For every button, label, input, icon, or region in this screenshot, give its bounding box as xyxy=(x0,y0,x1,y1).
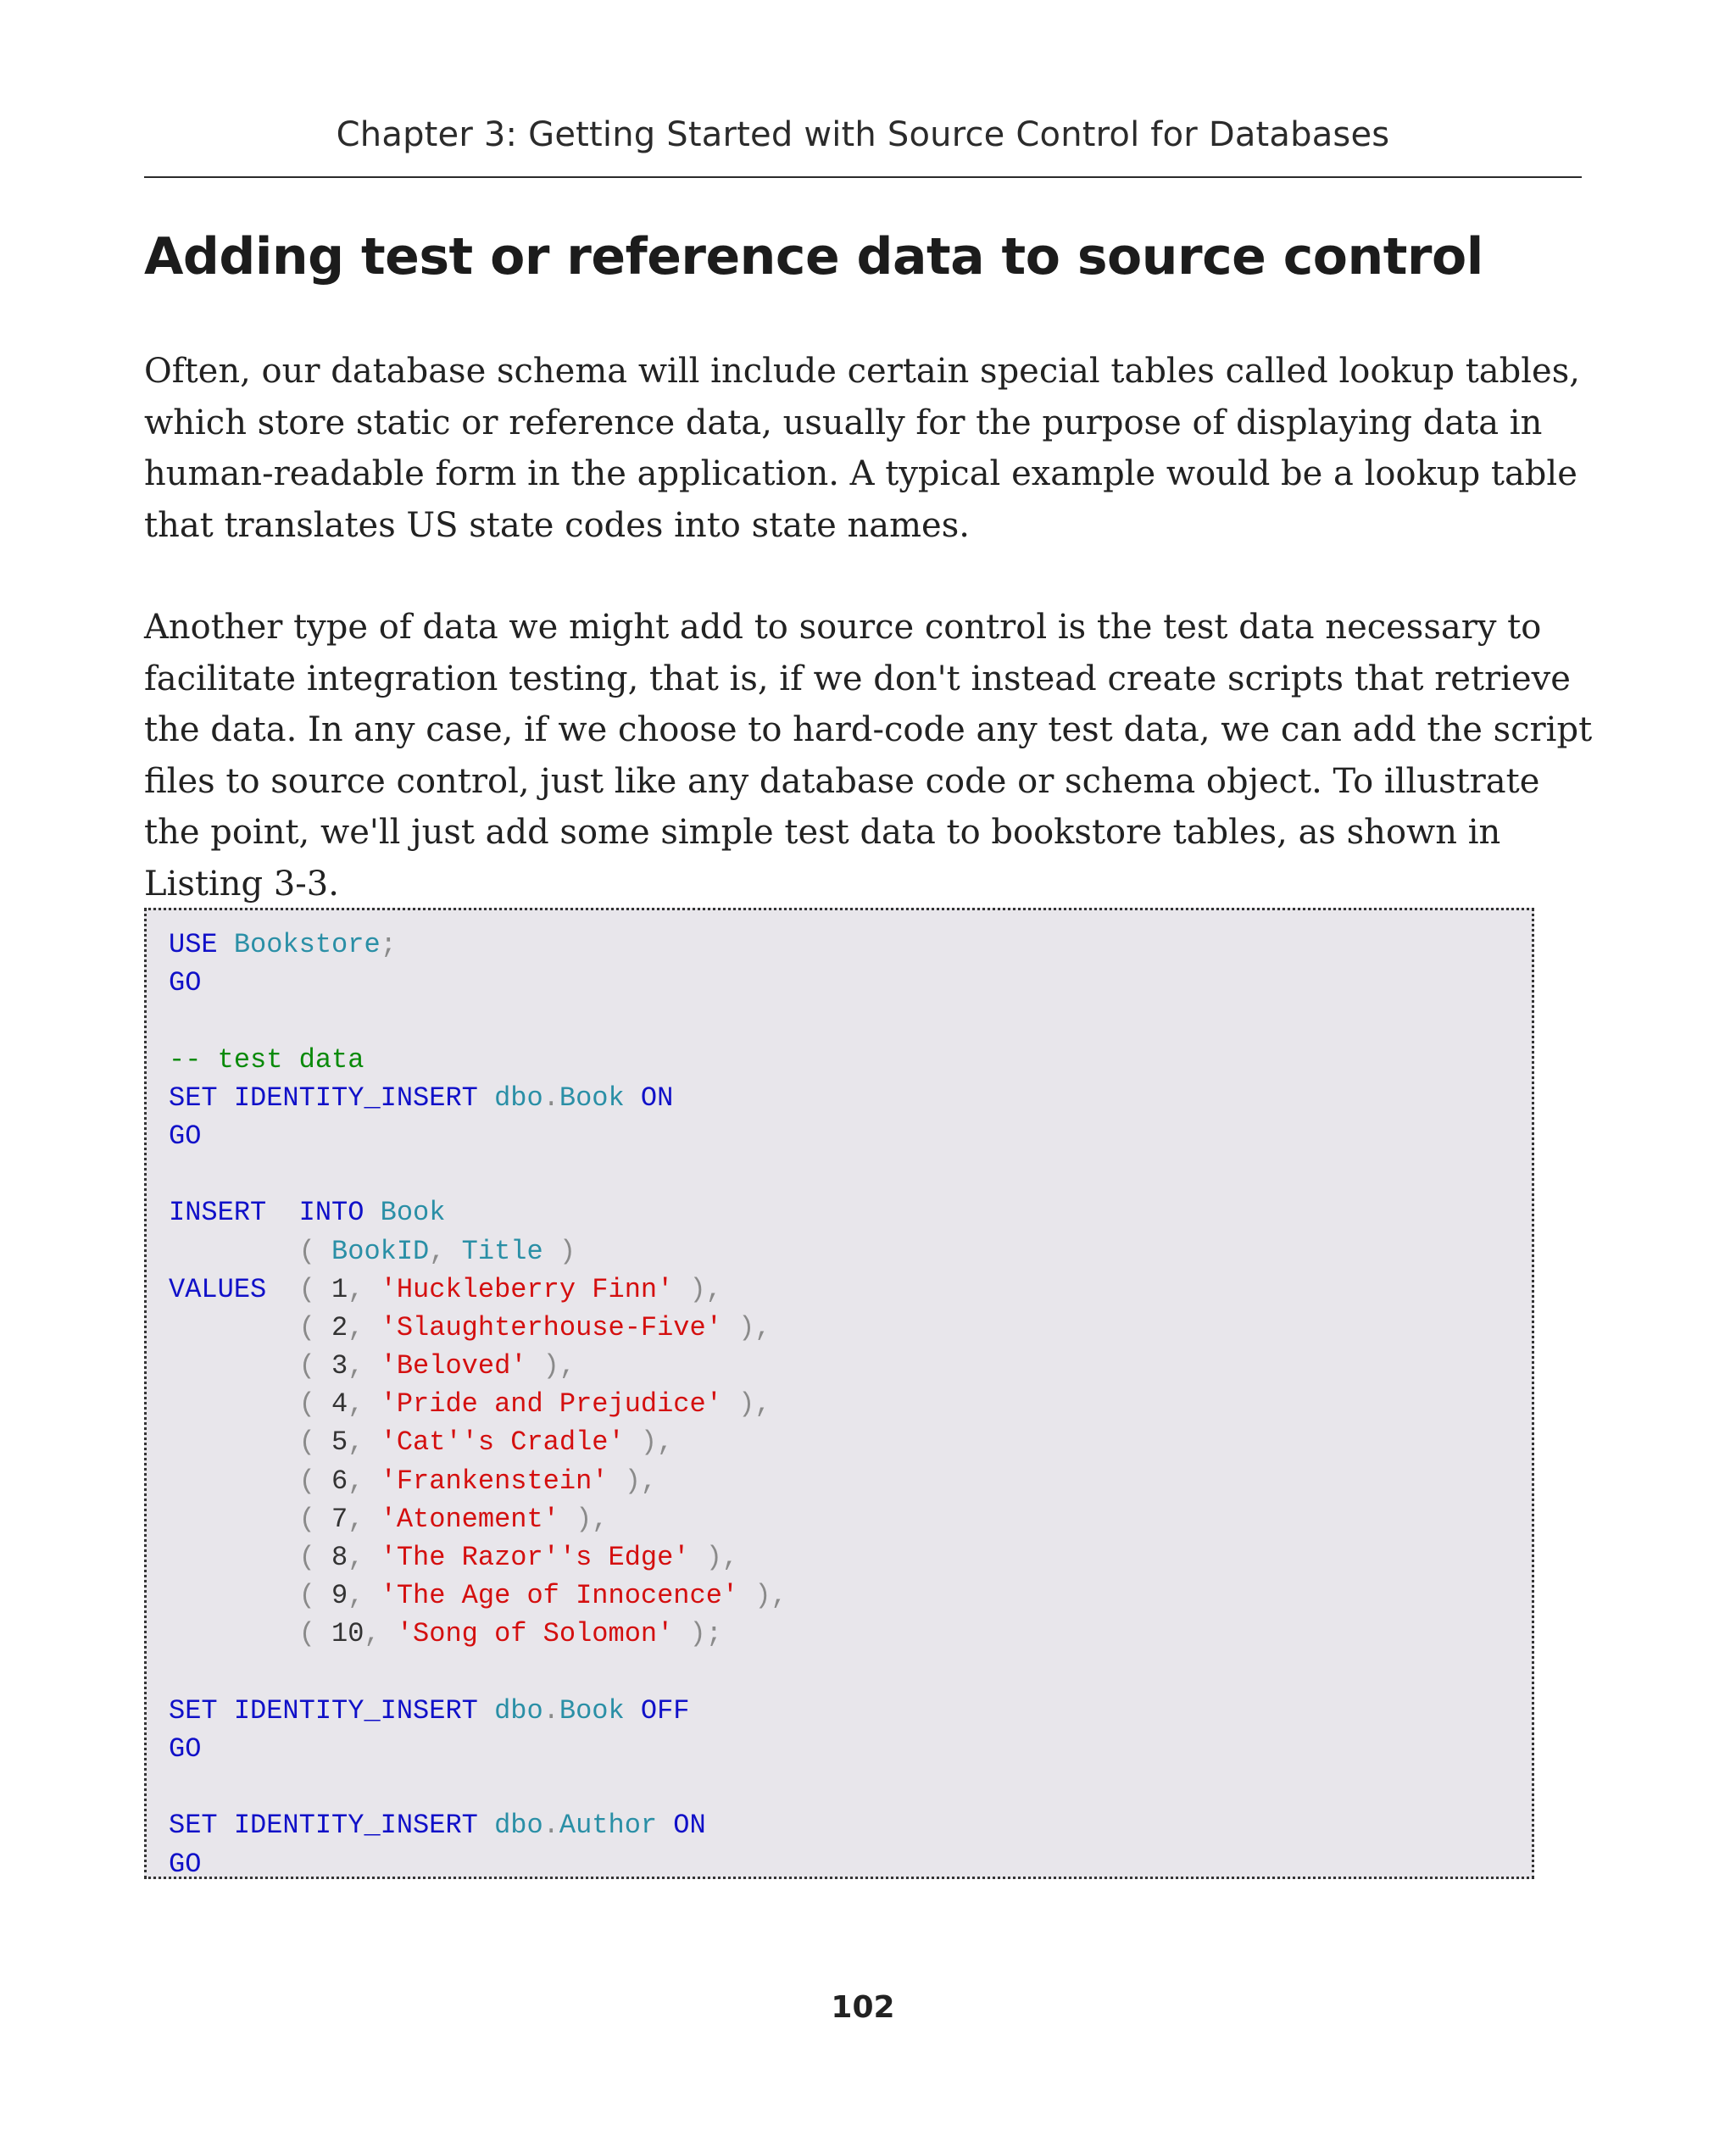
code-token: 'Pride and Prejudice' xyxy=(380,1388,722,1421)
code-line xyxy=(169,1692,1532,1730)
code-token: 'Slaughterhouse-Five' xyxy=(380,1311,722,1343)
code-line xyxy=(169,1385,1532,1423)
code-token xyxy=(364,1197,380,1228)
code-token: ), xyxy=(624,1426,674,1459)
code-token xyxy=(478,1695,494,1727)
code-token xyxy=(381,1618,397,1649)
code-line xyxy=(169,1577,1532,1615)
code-token: ON xyxy=(673,1810,706,1842)
code-token xyxy=(478,1082,494,1114)
code-token xyxy=(266,1197,298,1228)
code-listing xyxy=(144,908,1534,1879)
code-token: ), xyxy=(689,1542,739,1573)
code-line xyxy=(169,1806,1532,1844)
code-line xyxy=(169,926,1532,964)
code-line xyxy=(169,1155,1532,1193)
code-token: 10 xyxy=(314,1618,364,1650)
body-paragraph-1: Often, our database schema will include certain special tables called lookup tables, which store static or reference data, usually for the purpose of displaying data in human-readable form in the application. A typical example would be a lookup table that translates US state codes into state names. xyxy=(144,352,1580,545)
code-token: Book xyxy=(380,1197,446,1229)
code-token xyxy=(169,1350,299,1382)
code-token: , xyxy=(429,1235,446,1267)
code-token xyxy=(445,1236,461,1267)
code-token: ON xyxy=(640,1082,674,1114)
code-token: , xyxy=(348,1311,364,1343)
code-token: ( xyxy=(298,1503,315,1535)
code-token xyxy=(169,1618,299,1649)
code-token: . xyxy=(542,1810,559,1842)
code-line xyxy=(169,1041,1532,1079)
code-line xyxy=(169,1500,1532,1538)
code-token xyxy=(169,1465,299,1497)
code-token: SET IDENTITY_INSERT xyxy=(169,1810,478,1842)
code-token: dbo xyxy=(494,1810,543,1842)
code-token: ; xyxy=(380,929,397,960)
code-token xyxy=(364,1504,380,1535)
code-token: 9 xyxy=(314,1580,348,1612)
code-token xyxy=(364,1312,380,1343)
body-paragraph-2: Another type of data we might add to source control is the test data necessary to facilitate integration testing, that is, if we don't instead create scripts that retrieve the data. In any case, if we choose to hard-code any test data, we can add the script files to source control, just like any database code or schema object. To illustrate the point, we'll just add some simple test data to bookstore tables, as shown in Listing 3-3. xyxy=(144,608,1593,904)
code-token: 'Frankenstein' xyxy=(380,1465,609,1497)
code-token: Book xyxy=(559,1082,625,1114)
code-token: 7 xyxy=(314,1503,348,1535)
code-token: 2 xyxy=(314,1311,348,1343)
code-token xyxy=(169,1542,299,1573)
code-token: dbo xyxy=(494,1694,543,1727)
code-line xyxy=(169,1079,1532,1117)
code-token: 8 xyxy=(314,1542,348,1573)
code-token xyxy=(364,1542,380,1573)
code-token: 6 xyxy=(314,1465,348,1497)
code-token xyxy=(364,1350,380,1382)
code-token: 'Cat''s Cradle' xyxy=(380,1426,625,1459)
code-token xyxy=(169,1388,299,1420)
code-token: ( xyxy=(298,1426,315,1459)
code-token: . xyxy=(542,1694,559,1727)
code-token: 'Song of Solomon' xyxy=(396,1618,674,1650)
code-token: ), xyxy=(608,1465,658,1497)
header-rule xyxy=(144,176,1582,178)
code-token xyxy=(218,929,234,960)
code-token xyxy=(625,1082,641,1114)
code-token: . xyxy=(542,1082,559,1114)
code-token: , xyxy=(348,1273,364,1305)
code-token: GO xyxy=(169,1732,202,1765)
code-token: VALUES xyxy=(169,1273,267,1305)
code-token: , xyxy=(364,1618,381,1650)
code-token: ), xyxy=(673,1273,722,1305)
code-line xyxy=(169,1768,1532,1806)
code-token: , xyxy=(348,1465,364,1497)
code-token: Bookstore xyxy=(233,929,381,960)
code-token: 'Huckleberry Finn' xyxy=(380,1273,674,1305)
code-token: INSERT xyxy=(169,1197,267,1229)
code-token: GO xyxy=(169,967,202,999)
code-token xyxy=(169,1504,299,1535)
code-line xyxy=(169,1232,1532,1271)
page-number: 102 xyxy=(831,1990,895,2025)
code-token: , xyxy=(348,1350,364,1382)
code-token: 'The Age of Innocence' xyxy=(380,1580,739,1612)
code-token: Book xyxy=(559,1694,625,1727)
code-token xyxy=(169,1426,299,1458)
code-line xyxy=(169,1462,1532,1500)
code-token: INTO xyxy=(298,1197,364,1229)
code-line xyxy=(169,1654,1532,1692)
code-token: ( xyxy=(298,1350,315,1382)
code-token xyxy=(478,1810,494,1841)
code-token: 4 xyxy=(314,1388,348,1421)
code-line xyxy=(169,1423,1532,1461)
code-token: SET IDENTITY_INSERT xyxy=(169,1694,478,1727)
code-token: BookID xyxy=(331,1235,430,1267)
code-line xyxy=(169,1538,1532,1577)
code-token xyxy=(169,1580,299,1611)
code-token: ( xyxy=(298,1311,315,1343)
code-token: 'The Razor''s Edge' xyxy=(380,1542,690,1573)
code-line xyxy=(169,964,1532,1002)
section-title: Adding test or reference data to source control xyxy=(144,227,1483,286)
code-token: ), xyxy=(738,1580,787,1612)
code-token: , xyxy=(348,1426,364,1459)
code-token: ) xyxy=(542,1235,576,1267)
code-token: , xyxy=(348,1542,364,1573)
code-token: ); xyxy=(673,1618,722,1650)
code-token xyxy=(169,1236,299,1267)
code-token: ( xyxy=(298,1618,315,1650)
code-token: SET IDENTITY_INSERT xyxy=(169,1082,478,1114)
code-token: ( xyxy=(298,1388,315,1421)
code-token: 'Atonement' xyxy=(380,1503,559,1535)
code-token xyxy=(364,1426,380,1458)
code-token xyxy=(266,1274,298,1305)
code-token: ( xyxy=(298,1465,315,1497)
code-token xyxy=(169,1312,299,1343)
code-token: ), xyxy=(559,1503,609,1535)
code-token: Title xyxy=(461,1235,543,1267)
code-token: , xyxy=(348,1503,364,1535)
code-line xyxy=(169,1117,1532,1155)
code-token: dbo xyxy=(494,1082,543,1114)
code-token: Author xyxy=(559,1810,658,1842)
code-token xyxy=(625,1695,641,1727)
code-line xyxy=(169,1309,1532,1347)
code-token: ( xyxy=(298,1235,315,1267)
code-token: ), xyxy=(526,1350,576,1382)
code-token xyxy=(364,1580,380,1611)
code-token: ( xyxy=(298,1273,315,1305)
code-token: GO xyxy=(169,1848,202,1880)
code-token: 3 xyxy=(314,1350,348,1382)
code-line xyxy=(169,1615,1532,1653)
code-token xyxy=(364,1465,380,1497)
code-token: 5 xyxy=(314,1426,348,1459)
code-token: OFF xyxy=(640,1694,690,1727)
code-token: USE xyxy=(169,929,218,960)
code-token: , xyxy=(348,1388,364,1421)
code-line xyxy=(169,1002,1532,1040)
code-line xyxy=(169,1730,1532,1768)
code-token xyxy=(364,1388,380,1420)
code-token: , xyxy=(348,1580,364,1612)
code-token: 1 xyxy=(314,1273,348,1305)
code-line xyxy=(169,1845,1532,1883)
code-token: ( xyxy=(298,1542,315,1573)
code-token xyxy=(364,1274,380,1305)
code-token: ), xyxy=(721,1388,771,1421)
running-header: Chapter 3: Getting Started with Source Control for Databases xyxy=(336,115,1390,154)
code-line xyxy=(169,1347,1532,1385)
code-token: ( xyxy=(298,1580,315,1612)
code-token: -- test data xyxy=(169,1043,364,1076)
code-token xyxy=(657,1810,673,1841)
code-token xyxy=(315,1236,331,1267)
code-line xyxy=(169,1193,1532,1232)
code-token: GO xyxy=(169,1120,202,1152)
code-token: 'Beloved' xyxy=(380,1350,527,1382)
code-token: ), xyxy=(721,1311,771,1343)
code-line xyxy=(169,1271,1532,1309)
